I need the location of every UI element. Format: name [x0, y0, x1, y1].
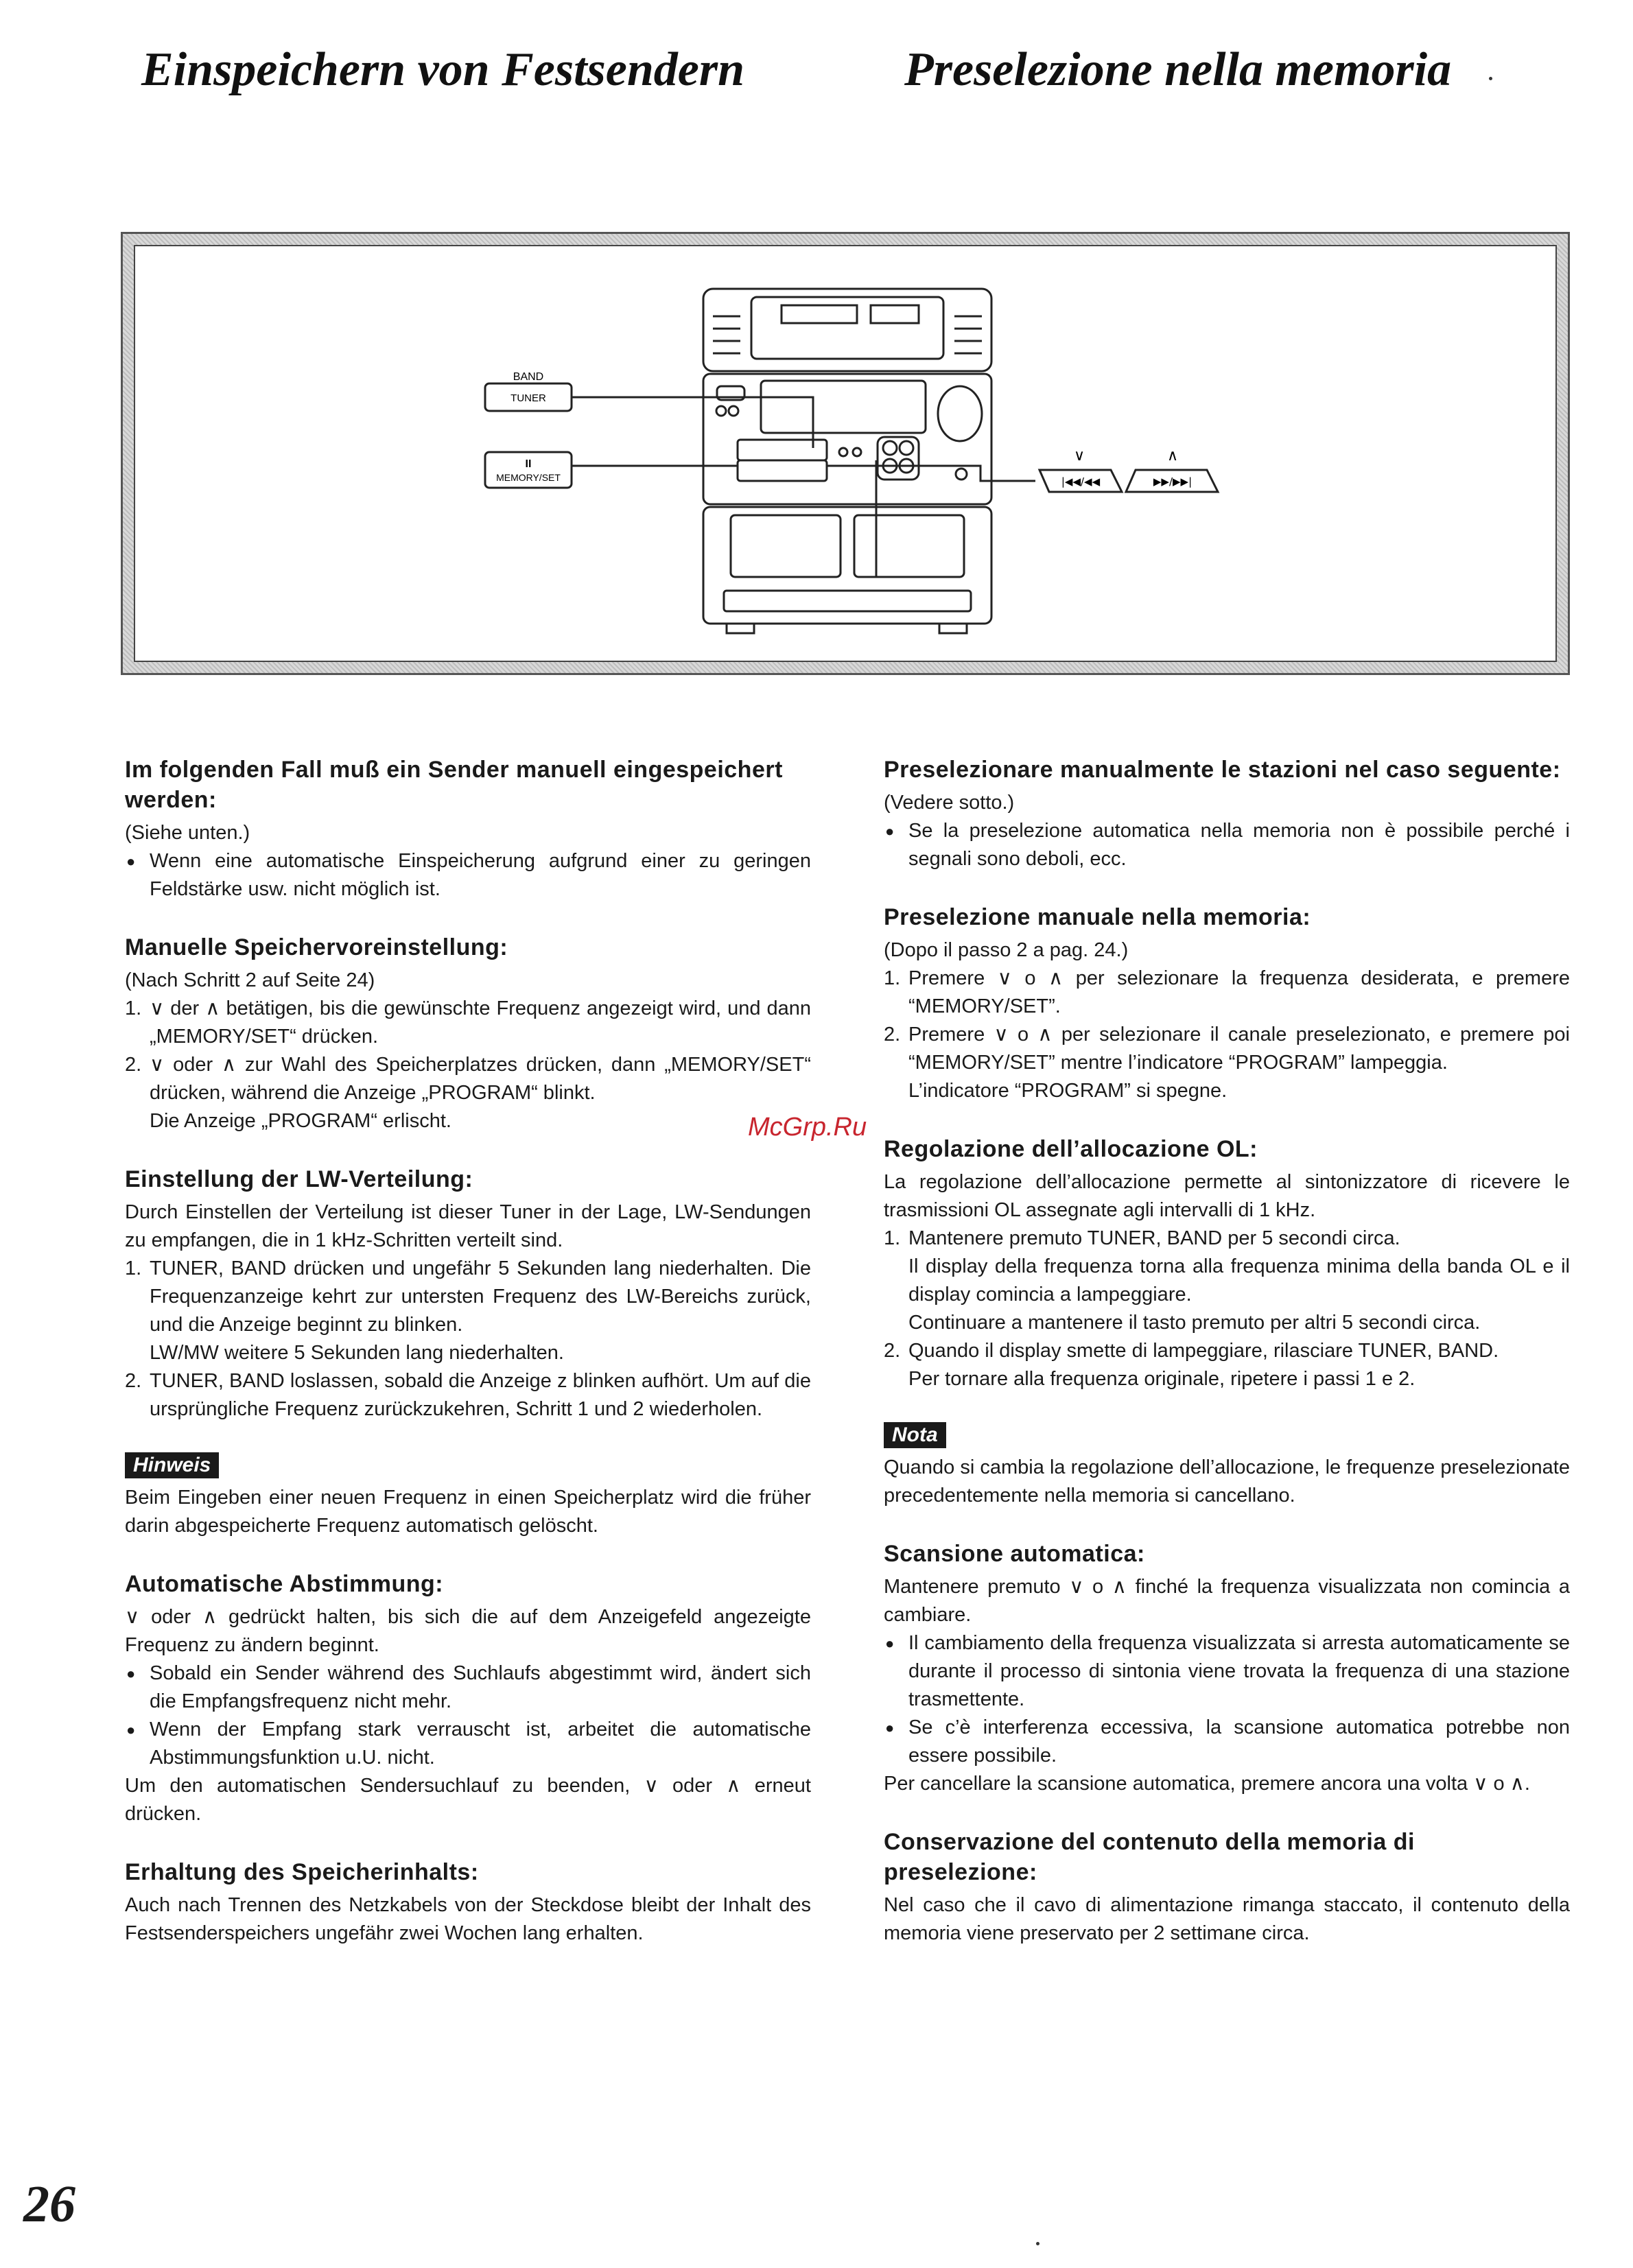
- it-manual-case-section: [884, 755, 1570, 873]
- de-section-heading: Einstellung der LW-Verteilung:: [125, 1166, 473, 1192]
- indicator-dot-1: [839, 448, 847, 456]
- right-grille: [954, 316, 982, 353]
- page-number: 26: [23, 2175, 75, 2233]
- it-step: 1. Premere ∨ o ∧ per selezionare la frequenza desiderata, e premere “MEMORY/SET”.: [884, 967, 1570, 1017]
- stray-dot: [1036, 2242, 1039, 2245]
- de-memory-retention-section: [125, 1857, 811, 1948]
- note-label: Nota: [884, 1422, 946, 1448]
- memory-set-label: MEMORY/SET: [496, 472, 561, 483]
- it-section-heading: Preselezione manuale nella memoria:: [884, 904, 1311, 930]
- it-section-heading: Conservazione del contenuto della memoria di preselezione:: [884, 1829, 1415, 1885]
- it-bullet: ● Se c’è interferenza eccessiva, la scansione automatica potrebbe non essere possibile.: [884, 1714, 1570, 1770]
- de-paragraph: (Siehe unten.): [125, 822, 250, 844]
- tuner-label: TUNER: [510, 392, 546, 404]
- it-paragraph: Quando si cambia la regolazione dell’allocazione, le frequenze preselezionate precedentemente nella memoria si cancellano.: [884, 1456, 1570, 1507]
- cassette-window: [782, 305, 857, 323]
- it-paragraph: La regolazione dell’allocazione permette al sintonizzatore di ricevere le trasmissioni OL assegnate agli intervalli di 1 kHz.: [884, 1171, 1570, 1221]
- de-lw-allocation-section: [125, 1164, 811, 1424]
- it-step: 2. Premere ∨ o ∧ per selezionare il canale preselezionato, e premere poi “MEMORY/SET” mentre l’indicatore “PROGRAM” lampeggia. L’indicatore “PROGRAM” si spegne.: [884, 1024, 1570, 1102]
- it-paragraph: Nel caso che il cavo di alimentazione rimanga staccato, il contenuto della memoria viene preservato per 2 settimane circa.: [884, 1894, 1570, 1944]
- de-section-heading: Erhaltung des Speicherinhalts:: [125, 1859, 479, 1885]
- memory-button-row: [738, 460, 827, 481]
- it-auto-scan-section: [884, 1539, 1570, 1798]
- it-section-heading: Preselezionare manualmente le stazioni nel caso seguente:: [884, 757, 1561, 783]
- left-grille: [713, 316, 740, 353]
- stereo-system-drawing: [123, 234, 1572, 677]
- de-paragraph: ∨ oder ∧ gedrückt halten, bis sich die auf dem Anzeigefeld angezeigte Frequenz zu ändern beginnt.: [125, 1606, 811, 1656]
- it-ol-allocation-section: [884, 1134, 1570, 1393]
- de-auto-tuning-section: [125, 1569, 811, 1828]
- band-label: BAND: [513, 371, 544, 383]
- de-paragraph: Beim Eingeben einer neuen Frequenz in einen Speicherplatz wird die früher darin abgespeicherte Frequenz automatisch gelöscht.: [125, 1487, 811, 1537]
- watermark: McGrp.Ru: [748, 1113, 867, 1142]
- it-bullet: ● Il cambiamento della frequenza visualizzata si arresta automaticamente se durante il processo di sintonia viene trovata la frequenza di una stazione trasmettente.: [884, 1629, 1570, 1714]
- foot-right: [939, 624, 967, 633]
- de-step: 1. TUNER, BAND drücken und ungefähr 5 Sekunden lang niederhalten. Die Frequenzanzeige kehrt zur untersten Frequenz des LW-Bereichs zurück, und die Anzeige beginnt zu blinken. LW/MW weitere 5 Sekunden lang niederhalten.: [125, 1257, 811, 1364]
- page-title-italian: Preselezione nella memoria: [904, 43, 1452, 96]
- it-paragraph: Per cancellare la scansione automatica, premere ancora una volta ∨ o ∧.: [884, 1773, 1530, 1795]
- device-illustration: [121, 232, 1570, 675]
- de-paragraph: Durch Einstellen der Verteilung ist dieser Tuner in der Lage, LW-Sendungen zu empfangen, die in 1 kHz-Schritten verteilt sind.: [125, 1201, 811, 1251]
- deck-a: [731, 515, 841, 577]
- de-step: 2. ∨ oder ∧ zur Wahl des Speicherplatzes drücken, dann „MEMORY/SET“ drücken, während die Anzeige „PROGRAM“ blinkt. Die Anzeige „PROGRAM“ erlischt.: [125, 1054, 811, 1132]
- stray-dot: [1489, 77, 1492, 80]
- stereo-bottom-unit: [703, 507, 991, 624]
- it-bullet: ● Se la preselezione automatica nella memoria non è possibile perché i segnali sono deboli, ecc.: [884, 817, 1570, 873]
- display-panel: [761, 381, 926, 433]
- it-paragraph: Mantenere premuto ∨ o ∧ finché la frequenza visualizzata non comincia a cambiare.: [884, 1576, 1570, 1626]
- skip-up-label: ▶▶/▶▶|: [1153, 475, 1193, 488]
- de-bullet: ● Wenn der Empfang stark verrauscht ist, arbeitet die automatische Abstimmungsfunktion u.U. nicht.: [125, 1716, 811, 1772]
- de-paragraph: Um den automatischen Sendersuchlauf zu beenden, ∨ oder ∧ erneut drücken.: [125, 1775, 811, 1825]
- de-section-heading: Im folgenden Fall muß ein Sender manuell eingespeichert werden:: [125, 757, 783, 813]
- it-step: 2. Quando il display smette di lampeggiare, rilasciare TUNER, BAND. Per tornare alla frequenza originale, ripetere i passi 1 e 2.: [884, 1340, 1499, 1390]
- de-step: 1. ∨ der ∧ betätigen, bis die gewünschte Frequenz angezeigt wird, und dann „MEMORY/SET“ drücken.: [125, 997, 811, 1048]
- de-paragraph: Auch nach Trennen des Netzkabels von der Steckdose bleibt der Inhalt des Festsenderspeichers ungefähr zwei Wochen lang erhalten.: [125, 1894, 811, 1944]
- de-paragraph: (Nach Schritt 2 auf Seite 24): [125, 969, 375, 991]
- de-manual-preset-section: [125, 932, 811, 1135]
- de-bullet: ● Sobald ein Sender während des Suchlaufs abgestimmt wird, ändert sich die Empfangsfrequenz nicht mehr.: [125, 1659, 811, 1716]
- de-section-heading: Manuelle Speichervoreinstellung:: [125, 934, 508, 960]
- it-section-heading: Scansione automatica:: [884, 1541, 1145, 1567]
- cassette-window-right: [871, 305, 919, 323]
- up-symbol: ∧: [1166, 447, 1179, 464]
- skip-down-label: |◀◀/◀◀: [1061, 475, 1101, 488]
- de-section-heading: Automatische Abstimmung:: [125, 1571, 444, 1597]
- de-note-section: [125, 1452, 811, 1540]
- de-manual-case-section: [125, 755, 811, 903]
- deck-controls: [724, 591, 971, 611]
- it-manual-preset-section: [884, 902, 1570, 1105]
- de-bullet: ● Wenn eine automatische Einspeicherung aufgrund einer zu geringen Feldstärke usw. nicht möglich ist.: [125, 847, 811, 903]
- deck-b: [854, 515, 964, 577]
- de-step: 2. TUNER, BAND loslassen, sobald die Anzeige z blinken aufhört. Um auf die ursprüngliche Frequenz zurückzukehren, Schritt 1 und 2 wiederholen.: [125, 1370, 811, 1420]
- pause-mark: II: [525, 458, 532, 470]
- it-step: 1. Mantenere premuto TUNER, BAND per 5 secondi circa. Il display della frequenza torna alla frequenza minima della banda OL e il display comincia a lampeggiare. Continuare a mantenere il tasto premuto per altri 5 secondi circa.: [884, 1227, 1570, 1334]
- page-title-german: Einspeichern von Festsendern: [141, 43, 744, 96]
- it-paragraph: (Vedere sotto.): [884, 792, 1015, 814]
- it-memory-retention-section: [884, 1827, 1570, 1948]
- german-column: [125, 755, 811, 1976]
- indicator-dot-2: [853, 448, 861, 456]
- volume-knob: [938, 386, 982, 441]
- small-knob-1: [716, 406, 726, 416]
- skip-leader-line: [827, 466, 1035, 481]
- small-knob-2: [729, 406, 738, 416]
- foot-left: [727, 624, 754, 633]
- italian-column: [884, 755, 1570, 1976]
- it-paragraph: (Dopo il passo 2 a pag. 24.): [884, 939, 1129, 961]
- note-label: Hinweis: [125, 1452, 219, 1478]
- down-symbol: ∨: [1073, 447, 1085, 464]
- it-section-heading: Regolazione dell’allocazione OL:: [884, 1136, 1258, 1162]
- headphone-jack: [956, 469, 967, 480]
- it-note-section: [884, 1422, 1570, 1510]
